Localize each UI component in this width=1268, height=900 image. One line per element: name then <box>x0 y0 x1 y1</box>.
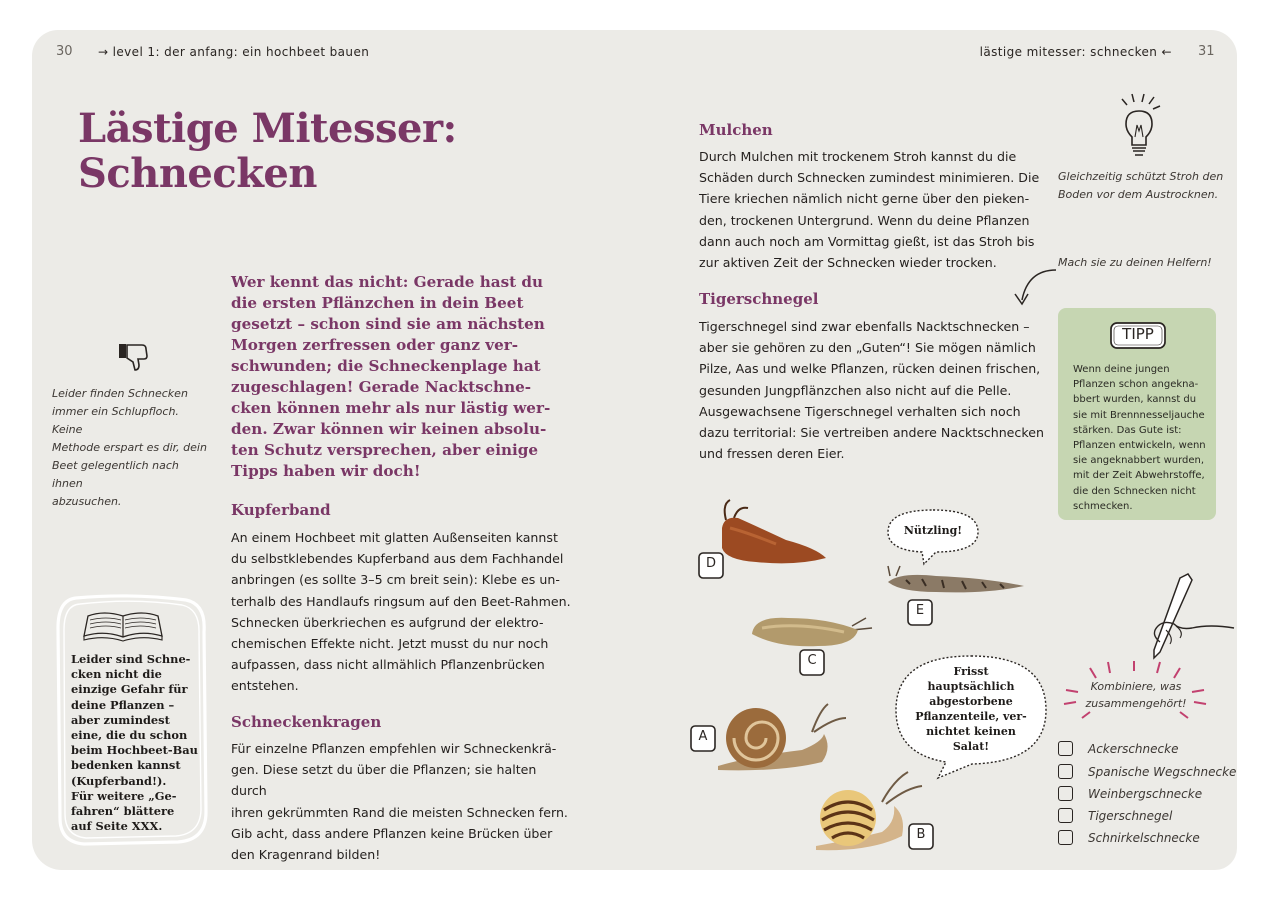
text-line: Tigerschnegel sind zwar ebenfalls Nacktschnecken – <box>699 319 1030 334</box>
tipp-line: die den Schnecken nicht <box>1073 485 1196 497</box>
box-line: deine Pflanzen – <box>71 697 175 712</box>
text-line: Gib acht, dass andere Pflanzen keine Brücken über <box>231 825 553 841</box>
tipp-line: schmecken. <box>1073 500 1133 512</box>
schneckenkragen-heading: Schneckenkragen <box>231 713 382 731</box>
note-line: Leider finden Schnecken <box>52 387 188 400</box>
thumb-down-icon <box>117 340 153 374</box>
tipp-line: sie angeknabbert wurden, <box>1073 455 1205 467</box>
text-line: den Kragenrand bilden! <box>231 847 381 863</box>
label-d: D <box>705 556 716 571</box>
text-line: anbringen (es sollte 3–5 cm breit sein): Klebe es un- <box>231 572 560 588</box>
tipp-line: bbert wurden, kannst du <box>1073 394 1197 406</box>
quiz-option-label: Ackerschnecke <box>1088 742 1179 756</box>
intro-line: gesetzt – schon sind sie am nächsten <box>231 315 545 333</box>
tipp-line: sie mit Brennnesseljauche <box>1073 409 1205 421</box>
tipp-line: mit der Zeit Abwehrstoffe, <box>1073 470 1205 482</box>
box-line: fahren“ blättere <box>71 804 175 819</box>
quiz-option-label: Tigerschnegel <box>1088 809 1173 823</box>
intro-line: Wer kennt das nicht: Gerade hast du <box>231 273 544 291</box>
box-line: einzige Gefahr für <box>71 682 188 697</box>
text-line: Ausgewachsene Tigerschnegel verhalten sich noch <box>699 403 1021 419</box>
box-line: bedenken kannst <box>71 758 181 773</box>
right-running-head: lästige mitesser: schnecken ← <box>979 45 1172 59</box>
text-line: dann auch noch am Vormittag gießt, ist das Stroh bis <box>699 233 1035 249</box>
text-line: Pilze, Aas und welke Pflanzen, rücken deinen frischen, <box>699 361 1041 377</box>
text-line: ihren gekrümmten Rand die meisten Schnecken fern. <box>231 804 568 820</box>
box-line: auf Seite XXX. <box>71 819 163 834</box>
kupferband-text <box>231 527 571 697</box>
page-title <box>78 106 457 196</box>
quiz-prompt-line: Kombiniere, was <box>1090 680 1182 693</box>
checkbox[interactable] <box>1058 786 1073 801</box>
note-line: Gleichzeitig schützt Stroh den <box>1058 170 1224 183</box>
text-line: aber sie gehören zu den „Guten“! Sie mögen nämlich <box>699 340 1036 356</box>
bubble-line: hauptsächlich <box>927 680 1015 693</box>
quiz-option-label: Weinbergschnecke <box>1088 787 1203 801</box>
label-c: C <box>807 653 817 668</box>
title-line: Lästige Mitesser: <box>78 105 457 152</box>
box-line: (Kupferband!). <box>71 773 167 788</box>
checkbox[interactable] <box>1058 764 1073 779</box>
tipp-line: Pflanzen entwickeln, wenn <box>1073 440 1206 452</box>
lightbulb-icon <box>1116 93 1162 159</box>
intro-line: ten Schutz versprechen, aber einige <box>231 441 539 459</box>
quiz-option-label: Spanische Wegschnecke <box>1088 765 1237 779</box>
intro-line: zugeschlagen! Gerade Nacktschne- <box>231 378 532 396</box>
note-line: immer ein Schlupfloch. Keine <box>52 405 179 436</box>
text-line: und fressen deren Eier. <box>699 446 845 462</box>
label-e: E <box>915 603 925 618</box>
text-line: Tiere kriechen nämlich nicht gerne über den pieken- <box>699 191 1030 207</box>
note-line: Boden vor dem Austrocknen. <box>1058 188 1219 201</box>
note-line: Methode erspart es dir, dein <box>52 441 207 454</box>
text-line: zur aktiven Zeit der Schnecken wieder trocken. <box>699 255 997 271</box>
text-line: Für einzelne Pflanzen empfehlen wir Schneckenkrä- <box>231 741 557 756</box>
intro-line: Morgen zerfressen oder ganz ver- <box>231 336 519 354</box>
box-line: aber zumindest <box>71 712 170 727</box>
intro-line: Tipps haben wir doch! <box>231 462 421 480</box>
intro-line: schwunden; die Schneckenplage hat <box>231 357 541 375</box>
text-line: aufpassen, dass nicht allmählich Pflanzenbrücken <box>231 657 545 673</box>
bubble-line: Salat! <box>952 740 990 753</box>
text-line: den, trockenen Untergrund. Wenn du deine Pflanzen <box>699 212 1030 228</box>
bubble-line: nichtet keinen <box>926 725 1016 738</box>
bulb-note <box>1058 168 1233 204</box>
quiz-option-label: Schnirkelschnecke <box>1088 831 1200 845</box>
helper-note: Mach sie zu deinen Helfern! <box>1058 256 1212 269</box>
text-line: Schnecken überkriechen es aufgrund der elektro- <box>231 614 544 630</box>
box-line: cken nicht die <box>71 667 162 682</box>
text-line: gen. Diese setzt du über die Pflanzen; sie halten durch <box>231 762 537 799</box>
bubble-nutzling-text: Nützling! <box>903 524 963 537</box>
text-line: du selbstklebendes Kupferband aus dem Fachhandel <box>231 551 564 567</box>
bubble-frisst-text <box>900 664 1042 754</box>
tigerschnegel-heading: Tigerschnegel <box>699 290 819 308</box>
label-a: A <box>698 729 708 744</box>
schneckenkragen-text <box>231 738 571 865</box>
note-line: abzusuchen. <box>52 495 122 508</box>
text-line: gesunden Jungpflänzchen also nicht auf die Pelle. <box>699 382 1012 398</box>
text-line: Durch Mulchen mit trockenem Stroh kannst du die <box>699 149 1017 164</box>
pen-hand-icon <box>1140 572 1236 664</box>
intro-line: cken können mehr als nur lästig wer- <box>231 399 551 417</box>
tigerschnegel-text <box>699 316 1044 464</box>
box-line: Leider sind Schne- <box>71 652 191 666</box>
quiz-prompt <box>1080 678 1192 712</box>
checkbox[interactable] <box>1058 741 1073 756</box>
tipp-line: Pflanzen schon angekna- <box>1073 379 1199 391</box>
mulchen-heading: Mulchen <box>699 121 773 139</box>
slug-d-image <box>716 498 832 570</box>
text-line: terhalb des Handlaufs ringsum auf den Beet-Rahmen. <box>231 593 571 609</box>
box-line: Für weitere „Ge- <box>71 788 177 803</box>
checkbox[interactable] <box>1058 808 1073 823</box>
quiz-prompt-line: zusammengehört! <box>1085 697 1187 710</box>
text-line: entstehen. <box>231 678 299 694</box>
intro-line: die ersten Pflänzchen in dein Beet <box>231 294 524 312</box>
tipp-label: TIPP <box>1122 325 1154 343</box>
checkbox[interactable] <box>1058 830 1073 845</box>
slug-c-image <box>748 606 876 654</box>
arrow-down-icon <box>1010 266 1060 308</box>
tipp-text <box>1073 362 1213 514</box>
right-page-number: 31 <box>1198 44 1215 59</box>
text-line: dazu territorial: Sie vertreiben andere Nacktschnecken <box>699 425 1044 441</box>
left-page-number: 30 <box>56 44 73 59</box>
slug-e-image <box>886 562 1028 598</box>
side-note-left <box>52 385 212 511</box>
open-book-icon <box>82 610 164 642</box>
intro-line: den. Zwar können wir keinen absolu- <box>231 420 547 438</box>
book-box-text <box>71 652 206 834</box>
intro-paragraph <box>231 272 571 482</box>
box-line: beim Hochbeet-Bau <box>71 743 198 758</box>
bubble-line: Pflanzenteile, ver- <box>915 710 1027 723</box>
box-line: eine, die du schon <box>71 728 188 743</box>
kupferband-heading: Kupferband <box>231 501 331 519</box>
tipp-line: stärken. Das Gute ist: <box>1073 424 1182 436</box>
text-line: chemischen Effekte nicht. Jetzt musst du nur noch <box>231 636 549 652</box>
text-line: An einem Hochbeet mit glatten Außenseiten kannst <box>231 530 558 545</box>
bubble-line: abgestorbene <box>929 695 1013 708</box>
left-running-head: → level 1: der anfang: ein hochbeet bauen <box>98 45 370 59</box>
title-line: Schnecken <box>78 150 317 197</box>
tipp-line: Wenn deine jungen <box>1073 364 1170 375</box>
note-line: Beet gelegentlich nach ihnen <box>52 459 179 490</box>
text-line: Schäden durch Schnecken zumindest minimieren. Die <box>699 170 1040 186</box>
mulchen-text <box>699 146 1044 273</box>
snail-a-image <box>712 696 854 776</box>
bubble-line: Frisst <box>953 665 989 678</box>
label-b: B <box>916 827 926 842</box>
